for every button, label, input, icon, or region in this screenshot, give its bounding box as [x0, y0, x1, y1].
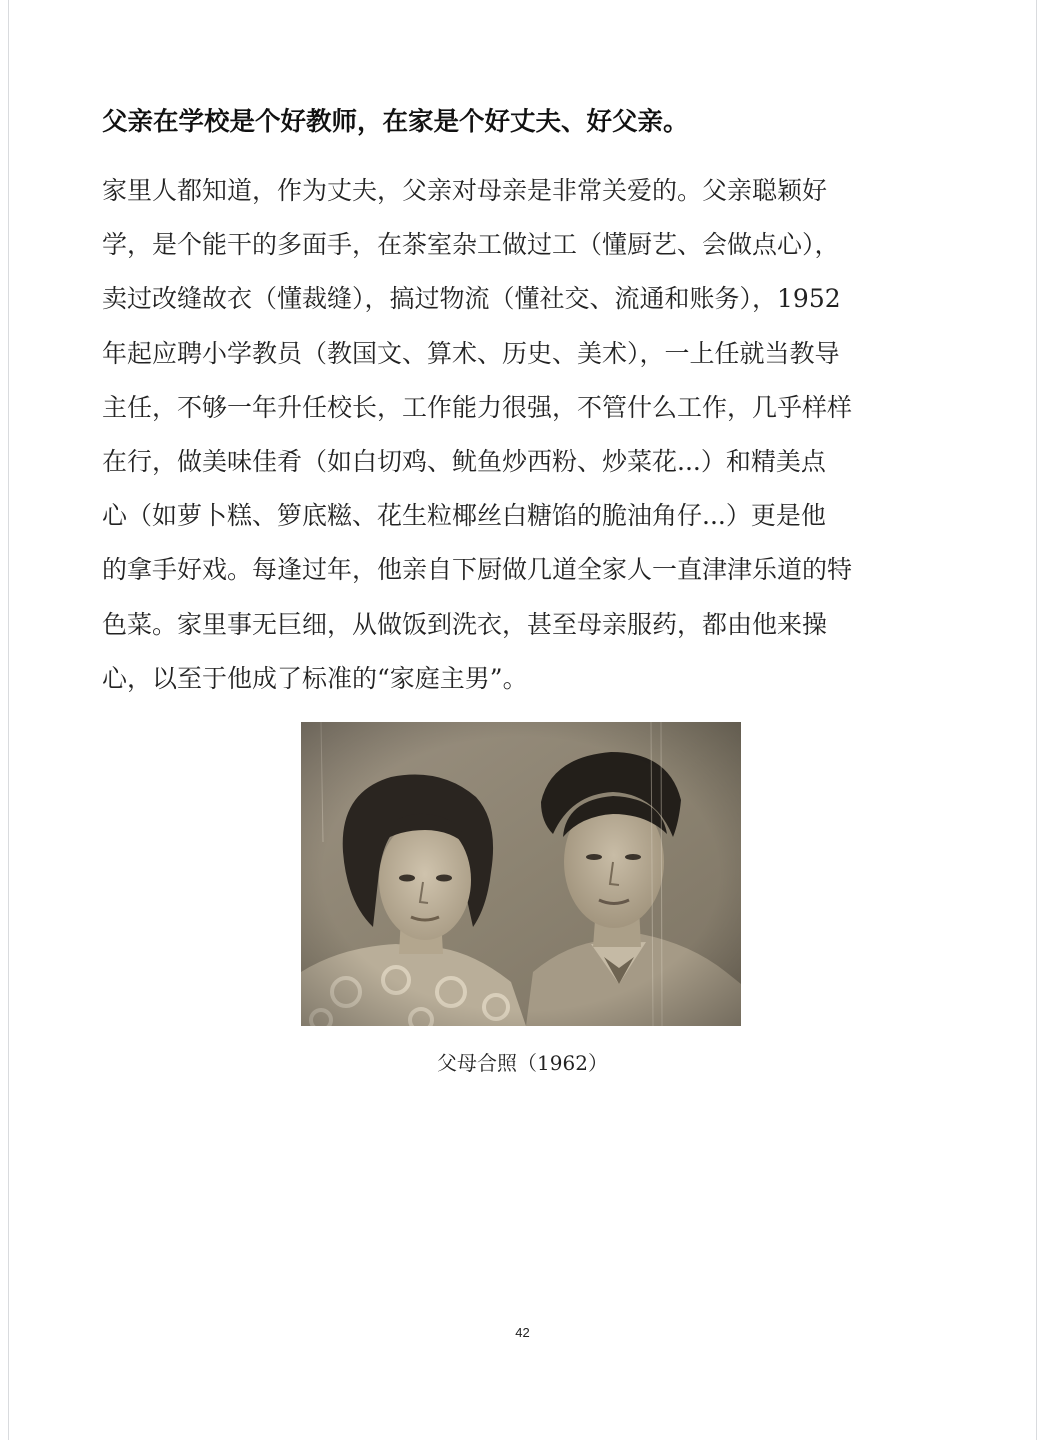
paragraph-line: 年起应聘小学教员（教国文、算术、历史、美术），一上任就当教导	[102, 338, 840, 368]
paragraph-line: 家里人都知道，作为丈夫，父亲对母亲是非常关爱的。父亲聪颖好	[102, 176, 828, 205]
photo-caption: 父母合照（1962）	[437, 1051, 608, 1075]
paragraph-line: 学，是个能干的多面手，在茶室杂工做过工（懂厨艺、会做点心），	[102, 230, 840, 260]
paragraph-line: 心，以至于他成了标准的“家庭主男”。	[102, 663, 528, 693]
paragraph-line: 色菜。家里事无巨细，从做饭到洗衣，甚至母亲服药，都由他来操	[102, 609, 828, 639]
page-edge-left	[8, 0, 9, 1440]
paragraph-line: 卖过改缝故衣（懂裁缝），搞过物流（懂社交、流通和账务），1952	[102, 284, 841, 314]
paragraph-line: 心（如萝卜糕、箩底糍、花生粒椰丝白糖馅的脆油角仔...）更是他	[102, 501, 826, 531]
body-paragraph	[102, 164, 952, 706]
page-edge-right	[1036, 0, 1037, 1440]
paragraph-line: 在行，做美味佳肴（如白切鸡、鱿鱼炒西粉、炒菜花...）和精美点	[102, 446, 826, 476]
paragraph-line: 的拿手好戏。每逢过年，他亲自下厨做几道全家人一直津津乐道的特	[102, 555, 853, 585]
section-heading: 父亲在学校是个好教师，在家是个好丈夫、好父亲。	[102, 107, 689, 137]
paragraph-line: 主任，不够一年升任校长，工作能力很强，不管什么工作，几乎样样	[102, 392, 853, 422]
parents-photo	[301, 722, 741, 1026]
page-number: 42	[515, 1325, 530, 1340]
